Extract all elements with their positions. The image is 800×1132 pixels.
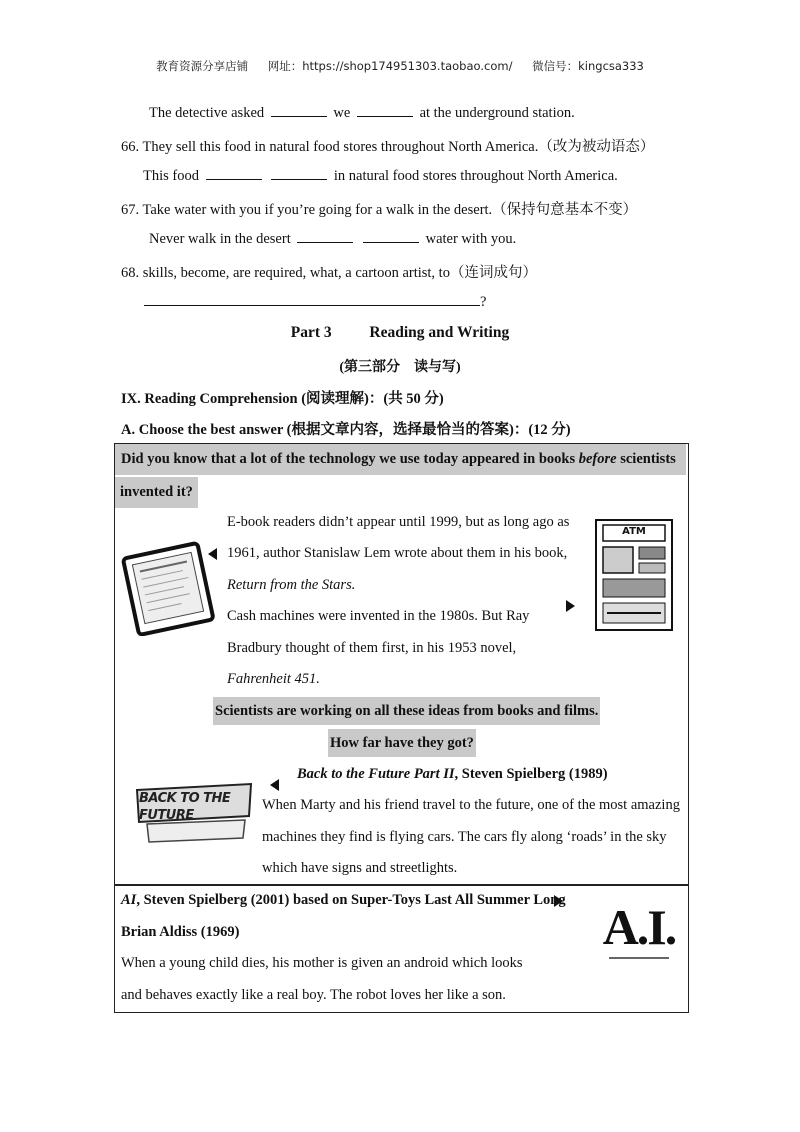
ebook-line-2: 1961, author Stanislaw Lem wrote about them in his book,: [227, 545, 568, 561]
cash-book-title: Fahrenheit 451.: [227, 671, 320, 687]
intro-italic: before: [578, 451, 617, 467]
shop-url: 网址：https://shop174951303.taobao.com/: [267, 59, 513, 73]
bttf-line-3: which have signs and streetlights.: [262, 860, 458, 876]
ai-line-2: and behaves exactly like a real boy. The robot loves her like a son.: [121, 987, 506, 1003]
ai-logo-image: [602, 897, 676, 969]
q65-answer-mid: we: [333, 105, 351, 121]
bttf-heading: [297, 766, 608, 783]
part3-subtitle: (第三部分 读与写): [339, 360, 461, 375]
ai-logo-text: A.I.: [602, 899, 676, 955]
part-name: Reading and Writing: [369, 324, 510, 341]
arrow-right-icon: [566, 600, 575, 612]
q67-answer-post: water with you.: [425, 231, 517, 247]
bttf-line-2: machines they find is flying cars. The cars fly along ‘roads’ in the sky: [262, 829, 667, 845]
ai-film-title: AI: [121, 892, 137, 908]
ai-line-1: When a young child dies, his mother is given an android which looks: [121, 955, 523, 971]
arrow-left-icon: [208, 548, 217, 560]
q67-answer-line: [149, 230, 516, 248]
q66-answer-line: [143, 167, 618, 185]
q68-answer-line: [144, 293, 486, 311]
bttf-line-1: When Marty and his friend travel to the future, one of the most amazing: [262, 797, 680, 813]
section-heading: IX. Reading Comprehension (阅读理解)：(共 50 分): [121, 391, 444, 407]
ai-credit: , Steven Spielberg (2001) based on Super-Toys Last All Summer Long: [136, 892, 566, 908]
how-far-question: How far have they got?: [328, 729, 476, 757]
q67-answer-pre: Never walk in the desert: [149, 231, 291, 247]
question-67: 67. Take water with you if you’re going for a walk in the desert.（保持句意基本不变）: [121, 202, 638, 218]
intro-line-1: [115, 444, 686, 475]
ebook-reader-image: [116, 540, 220, 636]
q66-answer-post: in natural food stores throughout North America.: [333, 168, 618, 184]
part-number: Part 3: [290, 324, 332, 341]
answer-blank[interactable]: [363, 230, 419, 243]
scientists-statement: Scientists are working on all these ideas from books and films.: [213, 697, 600, 725]
bttf-credit: , Steven Spielberg (1989): [454, 766, 608, 782]
ai-heading: [121, 892, 566, 909]
q65-answer-pre: The detective asked: [149, 105, 265, 121]
ebook-line-1: E-book readers didn’t appear until 1999, but as long ago as: [227, 514, 570, 530]
atm-label: ATM: [622, 526, 646, 537]
question-66: 66. They sell this food in natural food stores throughout North America.（改为被动语态）: [121, 139, 655, 155]
arrow-left-icon: [270, 779, 279, 791]
q68-end-mark: ?: [480, 294, 487, 310]
sub-a-heading: A. Choose the best answer (根据文章内容，选择最恰当的答案)：(12 分): [121, 422, 571, 438]
answer-blank[interactable]: [297, 230, 353, 243]
part3-title: [0, 324, 800, 342]
answer-blank[interactable]: [271, 104, 327, 117]
page-header: [0, 58, 800, 74]
bttf-logo-text: BACK TO THE FUTURE: [139, 791, 231, 823]
ebook-book-title: Return from the Stars.: [227, 577, 356, 593]
intro-line-2: invented it?: [115, 477, 198, 508]
ai-author: Brian Aldiss (1969): [121, 924, 240, 940]
wechat-id: 微信号：kingcsa333: [532, 59, 644, 73]
cash-line-2: Bradbury thought of them first, in his 1953 novel,: [227, 640, 517, 656]
bttf-film-title: Back to the Future Part II: [297, 766, 455, 782]
answer-blank[interactable]: [357, 104, 413, 117]
bttf-logo-image: [133, 776, 255, 846]
intro-text-end: scientists: [620, 451, 676, 467]
q65-answer-line: [149, 104, 575, 122]
q66-answer-pre: This food: [143, 168, 199, 184]
answer-blank[interactable]: [271, 167, 327, 180]
q65-answer-post: at the underground station.: [419, 105, 575, 121]
arrow-right-icon: [554, 895, 563, 907]
cash-machine-image: [593, 517, 675, 633]
answer-blank[interactable]: [144, 293, 480, 306]
intro-text: Did you know that a lot of the technology we use today appeared in books: [121, 451, 576, 467]
shop-name: 教育资源分享店铺: [156, 59, 249, 73]
question-68: 68. skills, become, are required, what, a cartoon artist, to（连词成句）: [121, 265, 537, 281]
answer-blank[interactable]: [206, 167, 262, 180]
ai-logo-underline: [609, 957, 669, 959]
cash-line-1: Cash machines were invented in the 1980s. But Ray: [227, 608, 530, 624]
